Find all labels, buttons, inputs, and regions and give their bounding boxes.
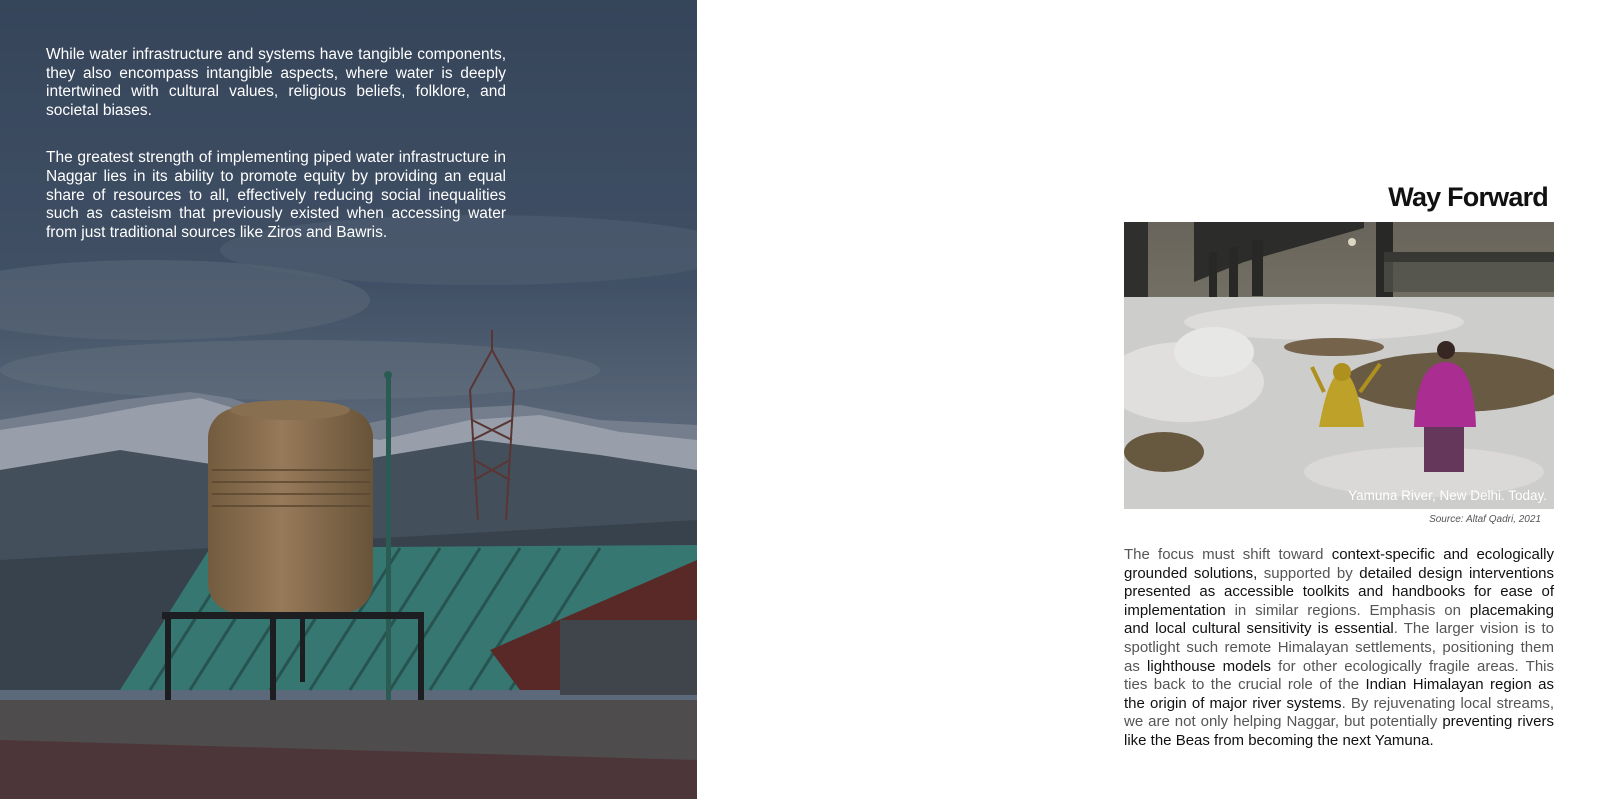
body-segment: The focus must shift toward <box>1124 546 1332 563</box>
body-segment: . By rejuvenating local streams, we are not only helping Naggar, but potentially <box>1124 694 1554 731</box>
left-text-block <box>46 46 506 271</box>
yamuna-river-photo <box>1124 222 1554 509</box>
body-segment-emphasis: placemaking and local cultural sensitivity is essential <box>1124 601 1554 638</box>
photo-source-credit: Source: Altaf Qadri, 2021 <box>1429 514 1541 525</box>
body-segment: in similar regions. Emphasis on <box>1225 601 1470 619</box>
left-page-photo-panel <box>0 0 697 799</box>
body-segment-emphasis: Indian Himalayan region as the origin of major river systems <box>1124 676 1554 712</box>
body-segment: . The larger vision is to spotlight such remote Himalayan settlements, positioning them as <box>1124 620 1554 675</box>
way-forward-body-text <box>1124 546 1554 751</box>
body-segment-emphasis: context-specific and ecologically grounded solutions, <box>1124 546 1555 582</box>
right-page <box>697 0 1600 799</box>
body-segment-emphasis: preventing rivers like the Beas from becoming the next Yamuna. <box>1124 713 1554 749</box>
page-title: Way Forward <box>1388 182 1548 212</box>
body-segment: for other ecologically fragile areas. This ties back to the crucial role of the <box>1124 657 1554 694</box>
left-paragraph-2: The greatest strength of implementing piped water infrastructure in Naggar lies in its ability to promote equity by providing an equal share of resources to all, effectively reducing social inequalities such as casteism that previously existed when accessing water from just traditional sources like Ziros and Bawris. <box>46 149 506 241</box>
yamuna-river-image <box>1124 222 1554 509</box>
body-segment: supported by <box>1257 564 1360 582</box>
left-paragraph-1: While water infrastructure and systems have tangible components, they also encompass intangible aspects, where water is deeply intertwined with cultural values, religious beliefs, folklore, and societal biases. <box>46 46 506 119</box>
photo-caption: Yamuna River, New Delhi. Today. <box>1348 488 1547 503</box>
body-segment-emphasis: detailed design interventions presented as accessible toolkits and handbooks for ease of implementation <box>1124 564 1554 619</box>
body-segment-emphasis: lighthouse models <box>1147 657 1271 675</box>
